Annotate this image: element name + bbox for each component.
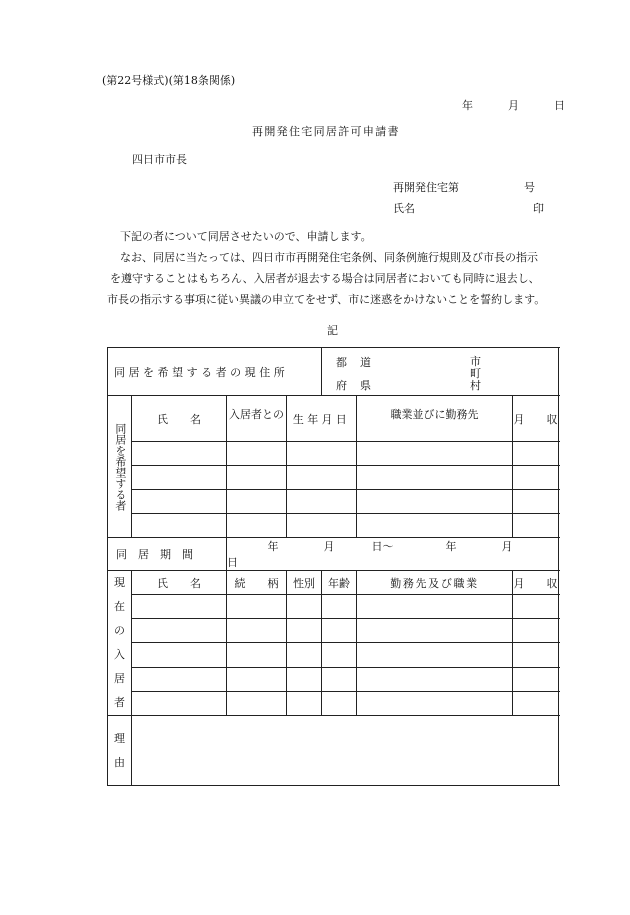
applicant-income-field[interactable] xyxy=(513,466,559,490)
applicant-name-header-text: 氏 名 xyxy=(157,412,201,426)
period-label: 同 居 期 間 xyxy=(116,548,193,561)
resident-work-field[interactable] xyxy=(357,643,513,667)
resident-row xyxy=(108,691,559,715)
applicant-income-field[interactable] xyxy=(513,442,559,466)
housing-number-suffix: 号 xyxy=(524,181,535,194)
applicant-name-field[interactable] xyxy=(132,490,227,514)
applicant-birth-field[interactable] xyxy=(287,466,357,490)
seal-label: 印 xyxy=(533,202,544,215)
application-table xyxy=(107,347,559,786)
applicant-birth-field[interactable] xyxy=(287,490,357,514)
residents-char: の xyxy=(114,624,125,637)
resident-name-field[interactable] xyxy=(132,595,227,619)
resident-age-field[interactable] xyxy=(322,643,357,667)
period-month2: 月 xyxy=(501,540,513,553)
resident-row xyxy=(108,643,559,667)
date-year-label: 年 xyxy=(462,99,473,112)
date-month-label: 月 xyxy=(508,99,519,112)
addr-dou: 道 xyxy=(360,356,371,369)
applicant-name-header xyxy=(132,396,227,442)
applicant-row xyxy=(108,442,559,466)
resident-work-field[interactable] xyxy=(357,619,513,643)
resident-row xyxy=(108,667,559,691)
current-address-label: 同居を希望する者の現住所 xyxy=(114,365,289,379)
resident-age-field[interactable] xyxy=(322,667,357,691)
current-address-field[interactable] xyxy=(322,348,559,396)
body-line-4: 市長の指示する事項に従い異議の申立てをせず、市に迷惑をかけないことを誓約します。 xyxy=(107,293,546,306)
ki-heading: 記 xyxy=(327,324,338,337)
resident-name-field[interactable] xyxy=(132,667,227,691)
resident-relation-field[interactable] xyxy=(227,691,287,715)
period-month1: 月 xyxy=(323,540,335,553)
resident-row xyxy=(108,619,559,643)
form-number: (第22号様式)(第18条関係) xyxy=(102,74,236,87)
resident-age-field[interactable] xyxy=(322,691,357,715)
period-field[interactable] xyxy=(227,538,559,571)
applicant-income-field[interactable] xyxy=(513,514,559,538)
reason-char: 由 xyxy=(114,755,125,769)
applicant-relation-field[interactable] xyxy=(227,490,287,514)
reason-label xyxy=(108,716,132,786)
resident-income-header-text: 月 収 xyxy=(513,576,558,590)
applicant-relation-header xyxy=(227,396,287,442)
period-label-cell xyxy=(108,538,227,571)
resident-sex-field[interactable] xyxy=(287,619,322,643)
resident-sex-field[interactable] xyxy=(287,691,322,715)
resident-age-header-text: 年齢 xyxy=(328,576,350,590)
period-day2: 日 xyxy=(227,556,238,569)
resident-relation-header-text: 続 柄 xyxy=(234,576,279,590)
resident-work-field[interactable] xyxy=(357,667,513,691)
residents-char: 者 xyxy=(114,696,125,709)
residents-section-label xyxy=(108,571,132,716)
resident-name-field[interactable] xyxy=(132,643,227,667)
resident-sex-field[interactable] xyxy=(287,667,322,691)
addr-machi: 町 xyxy=(470,367,481,380)
applicant-relation-header-text: 入居者との xyxy=(229,408,284,421)
resident-relation-field[interactable] xyxy=(227,643,287,667)
housing-number-label: 再開発住宅第 xyxy=(393,181,459,194)
applicant-row xyxy=(108,490,559,514)
resident-sex-header-text: 性別 xyxy=(293,576,315,590)
resident-sex-field[interactable] xyxy=(287,643,322,667)
resident-income-field[interactable] xyxy=(513,619,559,643)
resident-work-header-text: 勤務先及び職業 xyxy=(390,576,479,590)
resident-age-header xyxy=(322,571,357,595)
residents-char: 入 xyxy=(114,648,125,661)
resident-age-field[interactable] xyxy=(322,595,357,619)
body-line-2: なお、同居に当たっては、四日市市再開発住宅条例、同条例施行規則及び市長の指示 xyxy=(120,251,538,264)
addr-mura: 村 xyxy=(470,379,481,392)
date-line xyxy=(462,97,565,113)
resident-income-field[interactable] xyxy=(513,691,559,715)
applicant-occupation-field[interactable] xyxy=(357,514,513,538)
resident-income-field[interactable] xyxy=(513,595,559,619)
applicant-relation-field[interactable] xyxy=(227,466,287,490)
resident-age-field[interactable] xyxy=(322,619,357,643)
date-day-label: 日 xyxy=(554,99,565,112)
period-year2: 年 xyxy=(445,540,457,553)
applicant-row xyxy=(108,466,559,490)
period-day1: 日〜 xyxy=(371,540,394,553)
page-title: 再開発住宅同居許可申請書 xyxy=(252,125,400,138)
applicant-name-label: 氏名 xyxy=(393,202,415,215)
reason-field[interactable] xyxy=(132,716,559,786)
addr-shi: 市 xyxy=(470,355,481,368)
resident-work-field[interactable] xyxy=(357,691,513,715)
applicant-occupation-field[interactable] xyxy=(357,442,513,466)
resident-relation-field[interactable] xyxy=(227,667,287,691)
applicant-birth-field[interactable] xyxy=(287,514,357,538)
resident-relation-field[interactable] xyxy=(227,619,287,643)
resident-income-field[interactable] xyxy=(513,667,559,691)
applicants-section-label xyxy=(108,396,132,538)
resident-name-field[interactable] xyxy=(132,691,227,715)
applicant-name-field[interactable] xyxy=(132,514,227,538)
body-line-3: を遵守することはもちろん、入居者が退去する場合は同居者においても同時に退去し、 xyxy=(110,272,540,285)
applicant-income-header-text: 月 収 xyxy=(513,412,558,426)
applicant-row xyxy=(108,514,559,538)
applicant-occupation-header-text: 職業並びに勤務先 xyxy=(390,408,479,421)
applicants-section-text: 同居を希望する者 xyxy=(113,422,127,511)
resident-income-header xyxy=(513,571,559,595)
addr-to: 都 xyxy=(336,356,347,369)
applicant-occupation-field[interactable] xyxy=(357,490,513,514)
applicant-relation-field[interactable] xyxy=(227,442,287,466)
applicant-income-header xyxy=(513,396,559,442)
applicant-birth-header-text: 生年月日 xyxy=(292,412,351,426)
residents-char: 居 xyxy=(114,672,125,685)
applicant-relation-field[interactable] xyxy=(227,514,287,538)
applicant-occupation-field[interactable] xyxy=(357,466,513,490)
applicant-income-field[interactable] xyxy=(513,490,559,514)
resident-work-field[interactable] xyxy=(357,595,513,619)
addressee: 四日市市長 xyxy=(132,153,187,166)
period-year1: 年 xyxy=(267,540,279,553)
body-line-1: 下記の者について同居させたいので、申請します。 xyxy=(120,230,372,243)
applicant-birth-field[interactable] xyxy=(287,442,357,466)
resident-sex-field[interactable] xyxy=(287,595,322,619)
resident-name-field[interactable] xyxy=(132,619,227,643)
resident-name-header-text: 氏 名 xyxy=(157,576,201,590)
resident-work-header xyxy=(357,571,513,595)
addr-ken: 県 xyxy=(360,379,371,392)
current-address-label-cell xyxy=(108,348,322,396)
resident-name-header xyxy=(132,571,227,595)
applicant-occupation-header xyxy=(357,396,513,442)
applicant-birth-header xyxy=(287,396,357,442)
resident-sex-header xyxy=(287,571,322,595)
applicant-name-field[interactable] xyxy=(132,442,227,466)
resident-row xyxy=(108,595,559,619)
resident-income-field[interactable] xyxy=(513,643,559,667)
resident-relation-field[interactable] xyxy=(227,595,287,619)
applicant-name-field[interactable] xyxy=(132,466,227,490)
residents-char: 在 xyxy=(114,600,125,613)
reason-char: 理 xyxy=(114,731,125,745)
addr-fu: 府 xyxy=(336,379,347,392)
residents-char: 現 xyxy=(114,576,125,589)
resident-relation-header xyxy=(227,571,287,595)
